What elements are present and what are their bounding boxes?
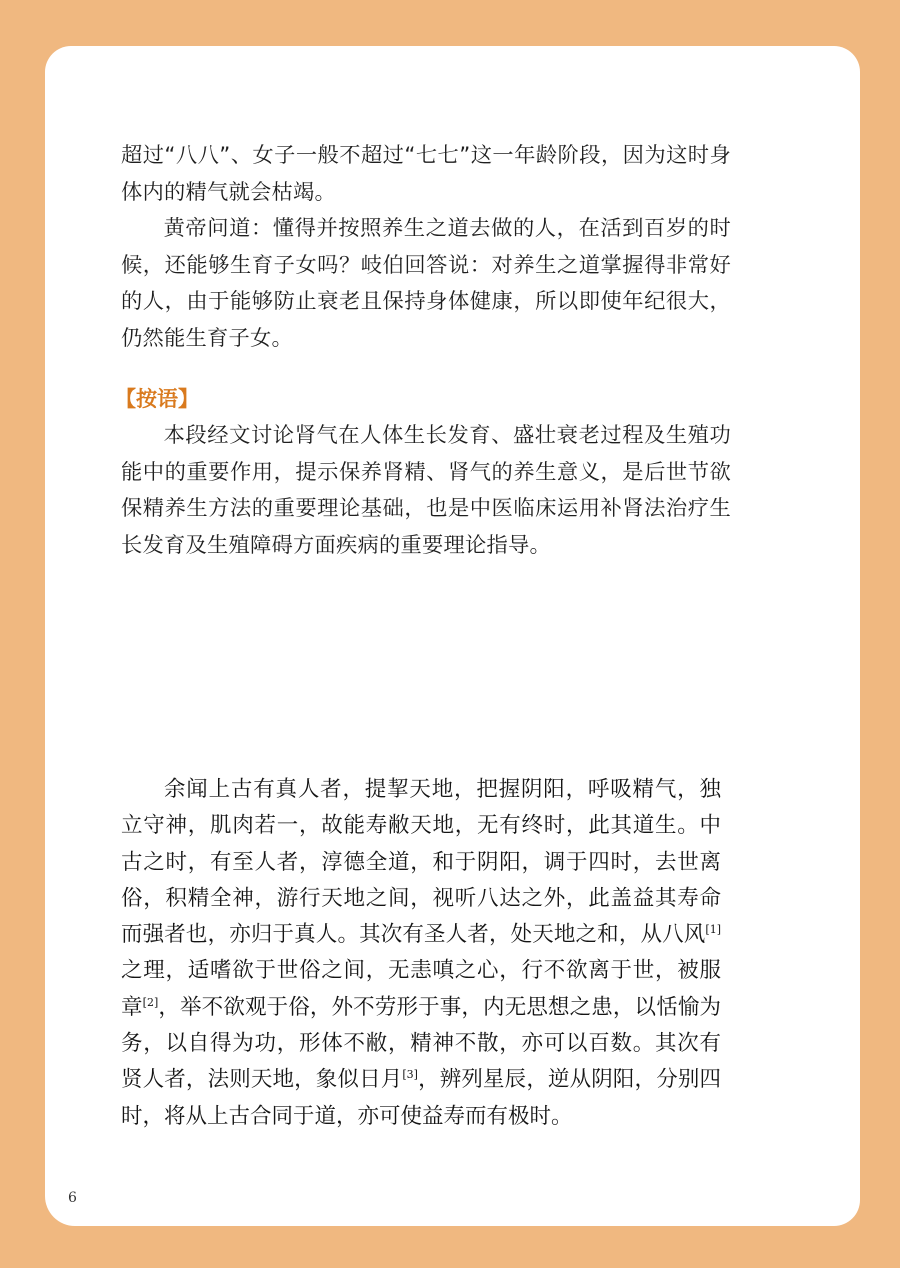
classical-text-paragraph — [121, 772, 721, 1135]
footnote-ref-3[interactable]: [3] — [402, 1068, 418, 1082]
classical-text-part-1: 余闻上古有真人者，提挈天地，把握阴阳，呼吸精气，独立守神，肌肉若一，故能寿敝天地，无有终时，此其道生。中古之时，有至人者，淳德全道，和于阴阳，调于四时，去世离俗，积精全神，游行天地之间，视听八达之外，此盖益其寿命而强者也，亦归于真人。其次有圣人者，处天地之和，从八风 — [121, 777, 721, 948]
footnote-ref-1[interactable]: [1] — [705, 923, 721, 937]
classical-text-part-4: ，辨列星辰，逆从阴阳，分别四时，将从上古合同于道，亦可使益寿而有极时。 — [121, 1067, 721, 1129]
page-number: 6 — [68, 1190, 77, 1206]
note-heading: 【按语】 — [115, 387, 199, 411]
paragraph-dialogue: 黄帝问道：懂得并按照养生之道去做的人，在活到百岁的时候，还能够生育子女吗？岐伯回答说：对养生之道掌握得非常好的人，由于能够防止衰老且保持身体健康，所以即使年纪很大，仍然能生育子女。 — [121, 216, 731, 351]
note-paragraph: 本段经文讨论肾气在人体生长发育、盛壮衰老过程及生殖功能中的重要作用，提示保养肾精、肾气的养生意义，是后世节欲保精养生方法的重要理论基础，也是中医临床运用补肾法治疗生长发育及生殖障碍方面疾病的重要理论指导。 — [121, 423, 731, 558]
footnote-ref-2[interactable]: [2] — [142, 995, 159, 1009]
translation-section — [121, 138, 731, 357]
classical-text-part-2: 之理，适嗜欲于世俗之间，无恚嗔之心，行不欲离于世，被服章 — [121, 958, 721, 1020]
classical-text-part-3: ，举不欲观于俗，外不劳形于事，内无思想之患，以恬愉为务，以自得为功，形体不敝，精神不散，亦可以百数。其次有贤人者，法则天地，象似日月 — [121, 994, 721, 1093]
note-section — [121, 418, 731, 564]
book-page — [45, 46, 860, 1226]
paragraph-continued: 超过“八八”、女子一般不超过“七七”这一年龄阶段，因为这时身体内的精气就会枯竭。 — [121, 143, 731, 205]
